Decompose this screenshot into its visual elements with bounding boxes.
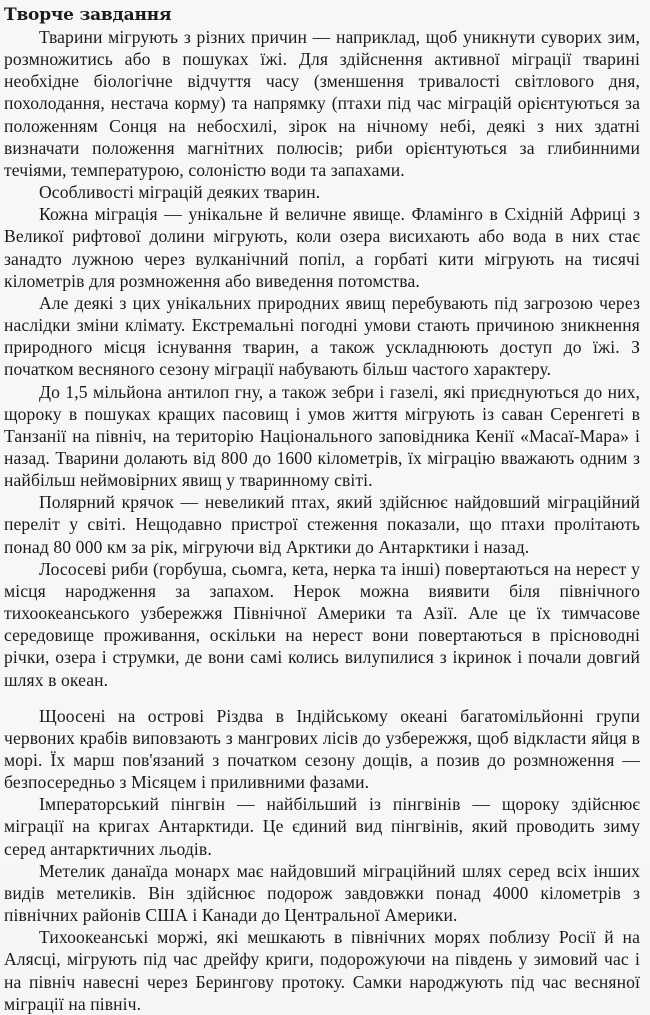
paragraph-flamingo-whales: Кожна міграція — унікальне й величне явище. Фламінго в Східній Африці з Великої рифтової долини мігрують, коли озера висихають або вода в них стає занадто лужною через вулканічний попіл, а горбаті кити мігрують на тисячі кілометрів для розмноження або виведення потомства. bbox=[4, 204, 640, 291]
paragraph-wildebeest: До 1,5 мільйона антилоп гну, а також зебри і газелі, які приєднуються до них, щороку в пошуках кращих пасовищ і умов життя мігрують із саван Серенгеті в Танзанії на північ, на територію Національного заповідника Кенії «Масаї-Мара» і назад. Тварини долають від 800 до 1600 кілометрів, їх міграцію вважають одним з найбільш неймовірних явищ у тваринному світі. bbox=[4, 381, 640, 491]
paragraph-emperor-penguin: Імператорський пінгвін — найбільший із пінгвінів — щороку здійснює міграції на кригах Антарктиди. Це єдиний вид пінгвінів, який проводить зиму серед антарктичних льодів. bbox=[4, 794, 640, 859]
paragraph-intro: Тварини мігрують з різних причин — наприклад, щоб уникнути суворих зим, розмножитись або в пошуках їжі. Для здійснення активної міграції тварині необхідне біологічне відчуття часу (зменшення тривалості світлового дня, похолодання, нестача корму) та напрямку (птахи під час міграцій орієнтуються за положенням Сонця на небосхилі, зірок на нічному небі, деякі з них здатні визначати положення магнітних полюсів; риби орієнтуються за глибинними течіями, температурою, солоністю води та запахами. bbox=[4, 27, 640, 180]
paragraph-climate-threat: Але деякі з цих унікальних природних явищ перебувають під загрозою через наслідки зміни клімату. Екстремальні погодні умови стають причиною зникнення природного місця існування тварин, а також ускладнюють доступ до їжі. З початком весняного сезону міграції набувають більш частого характеру. bbox=[4, 292, 640, 380]
paragraph-section-label: Особливості міграцій деяких тварин. bbox=[39, 182, 321, 203]
paragraph-monarch-butterfly: Метелик данаїда монарх має найдовший міграційний шлях серед всіх інших видів метеликів. Він здійснює подорож завдовжки понад 4000 кілометрів з північних районів США і Канади до Центральної Америки. bbox=[4, 860, 640, 926]
paragraph-red-crabs: Щоосені на острові Різдва в Індійському океані багатомільйонні групи червоних крабів виповзають з мангрових лісів до узбережжя, щоб відкласти яйця в морі. Їх марш пов'язаний з початком сезону дощів, а позив до розмноження — безпосередньо з Місяцем і приливними фазами. bbox=[4, 705, 640, 793]
page-title: Творче завдання bbox=[4, 5, 172, 25]
paragraph-salmon: Лососеві риби (горбуша, сьомга, кета, нерка та інші) повертаються на нерест у місця народження за запахом. Нерок можна виявити біля північного тихоокеанського узбережжя Північної Америки та Азії. Але це їх тимчасове середовище проживання, оскільки на нерест вони повертаються в прісноводні річки, озера і струмки, де вони самі колись вилупилися з ікринок і почали довгий шлях в океан. bbox=[4, 558, 640, 690]
paragraph-walrus: Тихоокеанські моржі, які мешкають в північних морях поблизу Росії й на Алясці, мігрують під час дрейфу криги, подорожуючи на південь у зимовий час і на північ навесні через Берингову протоку. Самки народжують під час весняної міграції на північ. bbox=[4, 927, 640, 1014]
paragraph-arctic-tern: Полярний крячок — невеликий птах, який здійснює найдовший міграційний переліт у світі. Нещодавно пристрої стеження показали, що птахи пролітають понад 80 000 км за рік, мігруючи від Арктики до Антарктики і назад. bbox=[4, 492, 640, 557]
